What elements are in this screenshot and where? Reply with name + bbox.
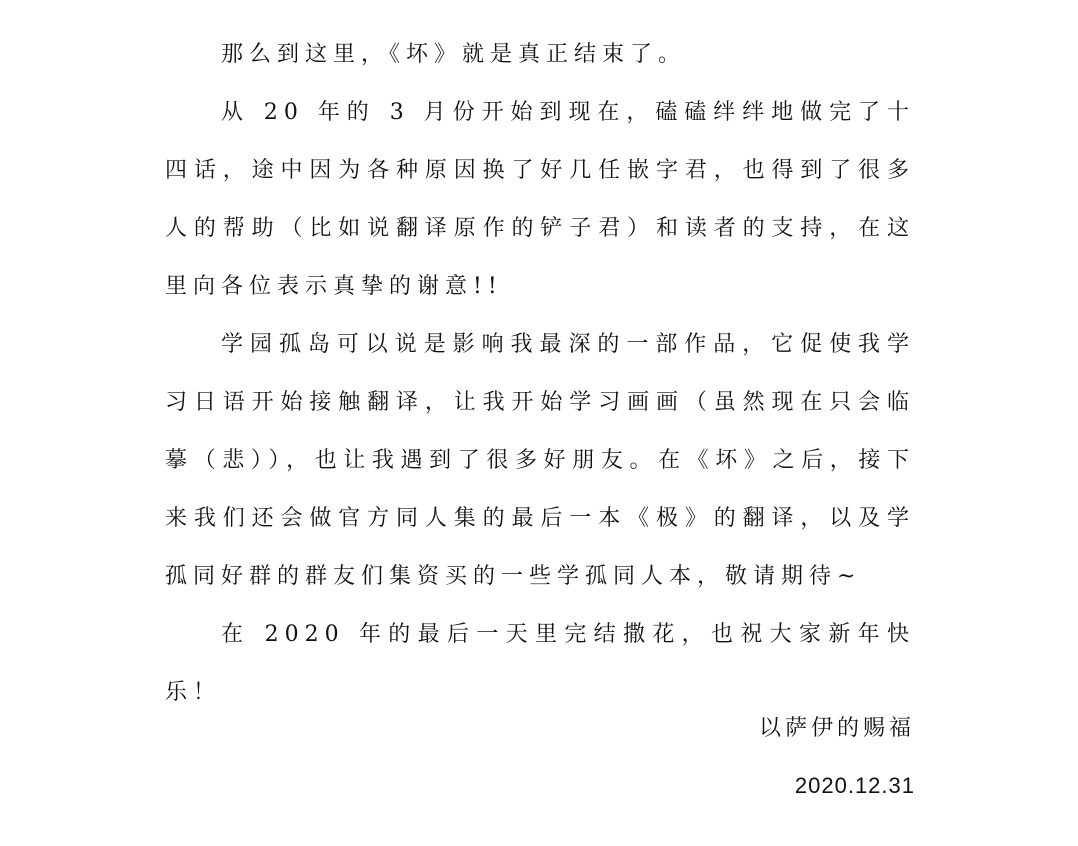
- paragraph-new-year: 在 2020 年的最后一天里完结撒花，也祝大家新年快乐！: [165, 622, 915, 705]
- afterword-body: [165, 26, 915, 722]
- signature: 以萨伊的赐福: [758, 716, 915, 741]
- date: 2020.12.31: [794, 773, 915, 798]
- paragraph-school-live: 学园孤岛可以说是影响我最深的一部作品，它促使我学习日语开始接触翻译，让我开始学习画画（虽然现在只会临摹（悲）），也让我遇到了很多好朋友。在《坏》之后，接下来我们还会做官方同人集的最后一本《极》的翻译，以及学孤同好群的群友们集资买的一些学孤同人本，敬请期待~: [165, 332, 915, 589]
- paragraph-thanks: 从 20 年的 3 月份开始到现在，磕磕绊绊地做完了十四话，途中因为各种原因换了好几任嵌字君，也得到了很多人的帮助（比如说翻译原作的铲子君）和读者的支持，在这里向各位表示真挚的谢意!!: [165, 100, 915, 299]
- paragraph-ending: 那么到这里，《坏》就是真正结束了。: [221, 42, 687, 67]
